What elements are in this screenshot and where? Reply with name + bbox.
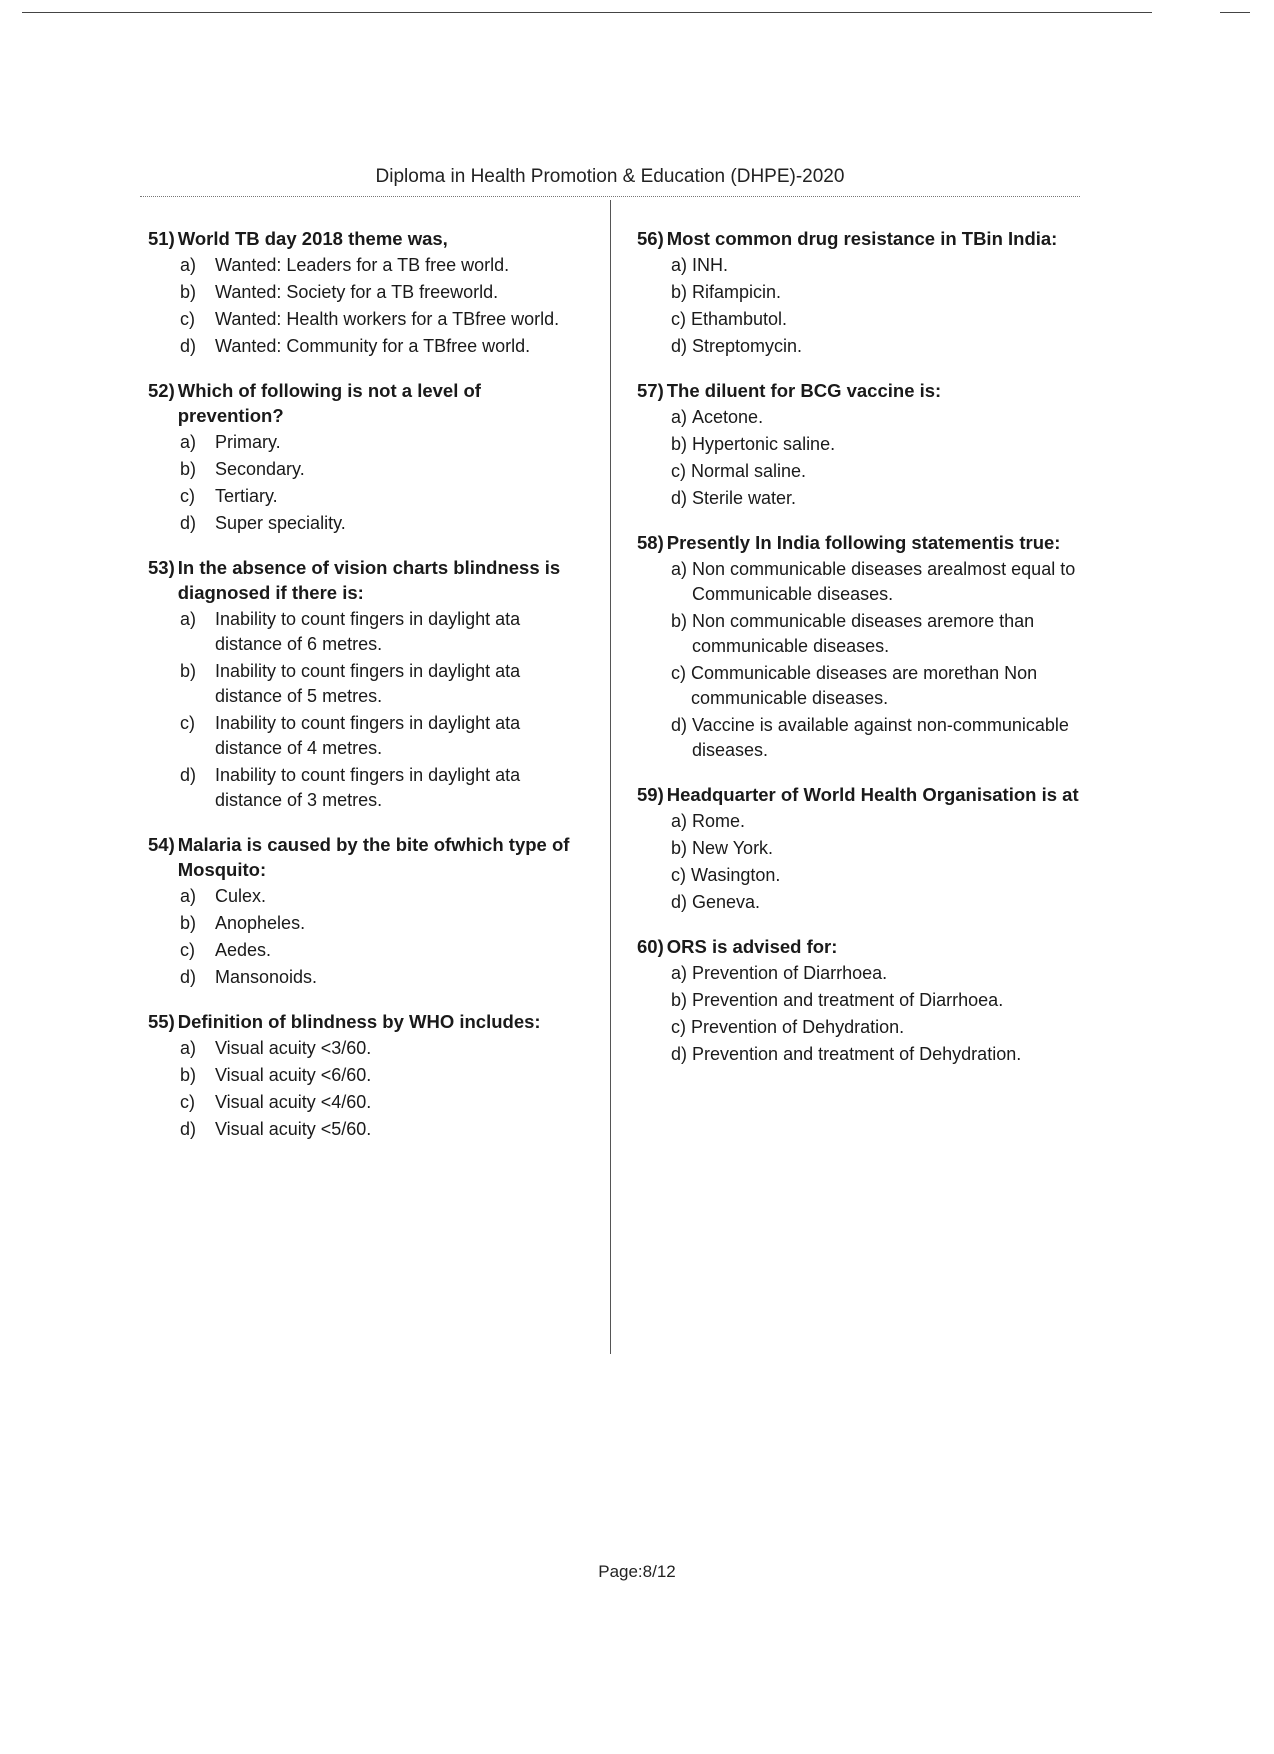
answer-option	[148, 659, 588, 709]
question-heading	[148, 226, 588, 251]
answer-option	[637, 557, 1079, 607]
option-letter: c)	[180, 940, 195, 960]
question-number: 53)	[148, 557, 175, 578]
question-block	[637, 782, 1079, 915]
answer-option	[148, 1117, 588, 1142]
question-number: 60)	[637, 936, 664, 957]
answer-option	[637, 459, 1079, 484]
answer-option	[637, 405, 1079, 430]
option-letter: b)	[671, 282, 688, 302]
answer-option	[148, 711, 588, 761]
answer-option	[637, 863, 1079, 888]
option-text: Primary.	[215, 432, 281, 452]
option-letter: d)	[671, 488, 688, 508]
question-heading	[637, 934, 1079, 959]
option-letter: c)	[180, 309, 195, 329]
answer-option	[637, 661, 1079, 711]
column-divider	[610, 200, 611, 1354]
answer-option	[637, 1042, 1079, 1067]
header-divider	[140, 196, 1080, 197]
page-number: Page:8/12	[598, 1562, 676, 1581]
left-column	[148, 226, 588, 1161]
question-block	[637, 934, 1079, 1067]
question-number: 57)	[637, 380, 664, 401]
option-text: Vaccine is available against non-communicable diseases.	[692, 715, 1069, 760]
question-block	[148, 832, 588, 990]
question-text: Presently In India following statementis true:	[666, 532, 1061, 553]
question-text: Headquarter of World Health Organisation is at	[666, 784, 1079, 805]
answer-option	[148, 307, 588, 332]
option-text: Mansonoids.	[215, 967, 318, 987]
option-text: Visual acuity <5/60.	[215, 1119, 372, 1139]
option-text: Rome.	[692, 811, 746, 831]
answer-option	[148, 457, 588, 482]
option-letter: b)	[180, 459, 197, 479]
answer-option	[637, 486, 1079, 511]
option-text: Normal saline.	[691, 461, 807, 481]
page-header-title: Diploma in Health Promotion & Education (DHPE)-2020	[375, 166, 845, 187]
answer-option	[637, 432, 1079, 457]
question-number: 55)	[148, 1011, 175, 1032]
question-block	[148, 1009, 588, 1142]
question-heading	[148, 1009, 588, 1034]
option-text: Prevention and treatment of Dehydration.	[692, 1044, 1022, 1064]
option-text: Sterile water.	[692, 488, 797, 508]
question-block	[148, 378, 588, 536]
option-letter: c)	[671, 1017, 686, 1037]
question-heading	[637, 530, 1079, 555]
option-letter: c)	[180, 486, 195, 506]
option-text: Anopheles.	[215, 913, 306, 933]
scan-top-rule	[22, 12, 1152, 13]
question-text: World TB day 2018 theme was,	[177, 228, 448, 249]
option-text: Wanted: Health workers for a TBfree world.	[215, 309, 560, 329]
answer-option	[148, 965, 588, 990]
option-text: Communicable diseases are morethan Non communicable diseases.	[691, 663, 1038, 708]
option-text: Visual acuity <4/60.	[215, 1092, 372, 1112]
option-letter: b)	[180, 913, 197, 933]
option-letter: d)	[180, 513, 197, 533]
answer-option	[148, 607, 588, 657]
option-letter: a)	[671, 963, 688, 983]
option-letter: b)	[180, 1065, 197, 1085]
option-letter: a)	[671, 407, 688, 427]
question-heading	[637, 378, 1079, 403]
option-letter: c)	[671, 309, 686, 329]
question-heading	[148, 378, 588, 428]
question-block	[637, 530, 1079, 763]
option-letter: c)	[671, 865, 686, 885]
option-text: Non communicable diseases arealmost equal to Communicable diseases.	[692, 559, 1076, 604]
question-number: 51)	[148, 228, 175, 249]
answer-option	[148, 1090, 588, 1115]
option-letter: d)	[671, 1044, 688, 1064]
answer-option	[637, 609, 1079, 659]
option-text: INH.	[692, 255, 729, 275]
question-heading	[637, 782, 1079, 807]
option-text: New York.	[692, 838, 774, 858]
option-letter: d)	[671, 715, 688, 735]
answer-option	[637, 988, 1079, 1013]
answer-option	[148, 334, 588, 359]
question-block	[637, 378, 1079, 511]
answer-option	[148, 484, 588, 509]
option-letter: a)	[180, 886, 197, 906]
option-text: Inability to count fingers in daylight ata distance of 5 metres.	[215, 661, 521, 706]
answer-option	[148, 253, 588, 278]
option-text: Secondary.	[215, 459, 305, 479]
option-text: Aedes.	[215, 940, 272, 960]
option-letter: d)	[180, 967, 197, 987]
option-letter: b)	[180, 282, 197, 302]
option-text: Tertiary.	[215, 486, 278, 506]
option-text: Inability to count fingers in daylight ata distance of 3 metres.	[215, 765, 521, 810]
option-letter: b)	[671, 838, 688, 858]
question-block	[148, 226, 588, 359]
answer-option	[148, 430, 588, 455]
option-text: Streptomycin.	[692, 336, 803, 356]
option-text: Visual acuity <6/60.	[215, 1065, 372, 1085]
question-number: 58)	[637, 532, 664, 553]
option-letter: a)	[671, 811, 688, 831]
option-letter: d)	[180, 336, 197, 356]
question-text: Most common drug resistance in TBin India:	[666, 228, 1058, 249]
option-letter: d)	[180, 1119, 197, 1139]
option-text: Acetone.	[692, 407, 764, 427]
option-text: Prevention of Dehydration.	[691, 1017, 905, 1037]
question-heading	[637, 226, 1079, 251]
answer-option	[637, 809, 1079, 834]
question-text: ORS is advised for:	[666, 936, 838, 957]
option-text: Inability to count fingers in daylight ata distance of 6 metres.	[215, 609, 521, 654]
option-letter: c)	[180, 1092, 195, 1112]
option-text: Rifampicin.	[692, 282, 782, 302]
option-letter: d)	[671, 336, 688, 356]
option-text: Hypertonic saline.	[692, 434, 836, 454]
option-letter: b)	[180, 661, 197, 681]
answer-option	[637, 713, 1079, 763]
answer-option	[148, 763, 588, 813]
option-letter: a)	[180, 432, 197, 452]
option-letter: b)	[671, 990, 688, 1010]
answer-option	[148, 884, 588, 909]
option-letter: b)	[671, 434, 688, 454]
option-letter: a)	[180, 1038, 197, 1058]
option-letter: a)	[180, 255, 197, 275]
answer-option	[148, 1036, 588, 1061]
option-text: Prevention of Diarrhoea.	[692, 963, 888, 983]
answer-option	[148, 1063, 588, 1088]
question-number: 56)	[637, 228, 664, 249]
answer-option	[148, 280, 588, 305]
option-text: Culex.	[215, 886, 267, 906]
answer-option	[637, 1015, 1079, 1040]
answer-option	[637, 890, 1079, 915]
answer-option	[637, 334, 1079, 359]
option-text: Wanted: Leaders for a TB free world.	[215, 255, 510, 275]
option-text: Wanted: Community for a TBfree world.	[215, 336, 531, 356]
option-text: Wasington.	[691, 865, 781, 885]
option-text: Wanted: Society for a TB freeworld.	[215, 282, 499, 302]
option-letter: a)	[180, 609, 197, 629]
scan-top-rule-right	[1220, 12, 1250, 13]
answer-option	[637, 253, 1079, 278]
answer-option	[148, 511, 588, 536]
question-block	[637, 226, 1079, 359]
right-column	[637, 226, 1079, 1086]
answer-option	[637, 307, 1079, 332]
option-text: Non communicable diseases aremore than communicable diseases.	[692, 611, 1035, 656]
question-number: 59)	[637, 784, 664, 805]
option-letter: c)	[180, 713, 195, 733]
answer-option	[637, 961, 1079, 986]
question-text: Malaria is caused by the bite ofwhich type of Mosquito:	[177, 834, 570, 880]
option-text: Geneva.	[692, 892, 761, 912]
option-letter: b)	[671, 611, 688, 631]
question-heading	[148, 555, 588, 605]
answer-option	[148, 938, 588, 963]
option-text: Ethambutol.	[691, 309, 788, 329]
question-text: Which of following is not a level of prevention?	[177, 380, 481, 426]
answer-option	[637, 280, 1079, 305]
question-text: In the absence of vision charts blindness is diagnosed if there is:	[177, 557, 561, 603]
option-letter: d)	[180, 765, 197, 785]
option-letter: a)	[671, 255, 688, 275]
option-text: Super speciality.	[215, 513, 346, 533]
question-number: 52)	[148, 380, 175, 401]
question-text: Definition of blindness by WHO includes:	[177, 1011, 541, 1032]
option-text: Visual acuity <3/60.	[215, 1038, 372, 1058]
option-text: Prevention and treatment of Diarrhoea.	[692, 990, 1004, 1010]
answer-option	[637, 836, 1079, 861]
option-text: Inability to count fingers in daylight ata distance of 4 metres.	[215, 713, 521, 758]
answer-option	[148, 911, 588, 936]
question-number: 54)	[148, 834, 175, 855]
question-block	[148, 555, 588, 813]
option-letter: c)	[671, 663, 686, 683]
option-letter: c)	[671, 461, 686, 481]
question-text: The diluent for BCG vaccine is:	[666, 380, 942, 401]
option-letter: d)	[671, 892, 688, 912]
option-letter: a)	[671, 559, 688, 579]
question-heading	[148, 832, 588, 882]
